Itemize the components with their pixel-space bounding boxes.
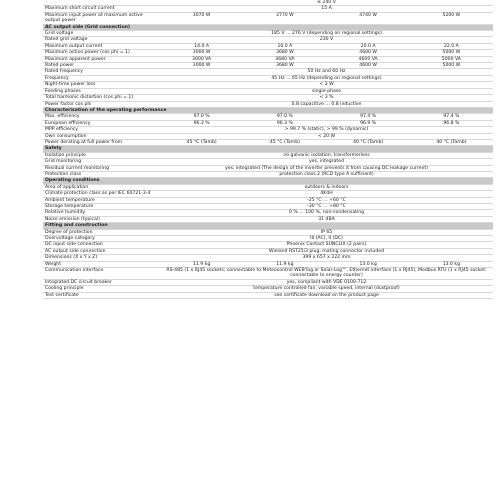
value-cell: 13.0 kg xyxy=(442,261,460,267)
row-label: Maximum input power at maximum active output power xyxy=(45,12,143,24)
row-label: Maximum output current xyxy=(45,43,103,49)
row-values xyxy=(160,268,493,279)
row-label: Own consumption xyxy=(45,133,87,139)
row-label: DC input side connection xyxy=(45,242,103,248)
value-cell: 4600 W xyxy=(359,63,377,69)
value-span: outdoors & indoors xyxy=(304,184,349,190)
value-span: yes, compliant with VDE 0100-712 xyxy=(286,279,367,285)
value-cell: 4600 VA xyxy=(358,56,378,62)
row-label: Feeding phases xyxy=(45,88,81,94)
row-label: Relative humidity xyxy=(45,210,86,216)
value-cell: 5200 W xyxy=(442,12,461,18)
row-label: Max. efficiency xyxy=(45,114,80,120)
row-label: Cooling principle xyxy=(45,286,84,292)
row-values xyxy=(160,236,493,241)
section-title: Operating conditions xyxy=(45,178,100,184)
row-values xyxy=(160,57,493,62)
row-values xyxy=(160,191,493,196)
value-cell: 3680 VA xyxy=(275,56,295,62)
row-values xyxy=(160,44,493,49)
value-span: ≤ 240 V xyxy=(317,0,336,5)
value-span: 45 Hz … 65 Hz (depending on regional settings) xyxy=(271,75,382,81)
row-values xyxy=(160,127,493,132)
value-span: 50 Hz and 60 Hz xyxy=(307,69,346,75)
row-values xyxy=(160,153,493,158)
value-cell: 3000 VA xyxy=(192,56,212,62)
value-cell: 3000 W xyxy=(192,63,211,69)
row-values xyxy=(160,76,493,81)
value-cell: 97.4 % xyxy=(443,114,460,120)
row-label: Dimensions (X x Y x Z) xyxy=(45,255,98,261)
row-values xyxy=(160,249,493,254)
row-values xyxy=(160,134,493,139)
row-values xyxy=(160,172,493,177)
table-row xyxy=(43,268,493,280)
row-values xyxy=(160,185,493,190)
section-title: AC output side (Grid connection) xyxy=(45,24,130,30)
value-span: no galvanic isolation, transformerless xyxy=(283,152,370,158)
value-span: RS-485 (1 x RJ45 sockets; connectable to Meteocontrol WEB'log or Solar-Log™, Ethernet interface (1 x RJ45), Modbus RTU (1 x RJ45 socket: connectable to energy counter) xyxy=(166,268,487,279)
value-cell: 20.0 A xyxy=(360,43,376,49)
row-label: Protection class xyxy=(45,171,82,177)
value-cell: 4740 W xyxy=(359,12,377,18)
row-label: AC output side connection xyxy=(45,248,106,254)
row-values xyxy=(160,159,493,164)
value-span: 4K4H xyxy=(320,191,333,197)
row-label: Grid voltage xyxy=(45,31,74,37)
row-label: Residual current monitoring xyxy=(45,165,109,171)
row-label: Communication interface xyxy=(45,268,104,274)
row-values xyxy=(160,242,493,247)
table-row xyxy=(43,293,493,299)
value-cell: 5000 W xyxy=(442,50,461,56)
row-values xyxy=(160,63,493,68)
row-label: Climate protection class as per IEC 60721-3-4 xyxy=(45,191,151,197)
value-cell: 96.8 % xyxy=(443,120,460,126)
value-cell: 11.9 kg xyxy=(192,261,211,267)
value-cell: 45 °C (Tamb) xyxy=(269,139,300,145)
datasheet-table xyxy=(43,0,493,299)
row-values xyxy=(160,6,493,11)
row-label: Total harmonic distortion (cos phi = 1) xyxy=(45,95,134,101)
row-label: Rated frequency xyxy=(45,69,83,75)
value-span: 185 V … 276 V (depending on regional settings) xyxy=(271,31,382,37)
value-cell: 3770 W xyxy=(276,12,294,18)
row-label: Maximum short circuit current xyxy=(45,6,115,12)
section-title: Fitting and construction xyxy=(45,223,108,229)
value-cell: 3680 W xyxy=(276,63,294,69)
row-values xyxy=(160,262,493,267)
row-values xyxy=(160,166,493,171)
value-span: Phoenix Contact SUNCLIX (2 pairs) xyxy=(286,242,367,248)
row-values xyxy=(160,121,493,126)
value-span: 399 x 657 x 222 mm xyxy=(302,255,351,261)
row-label: Ambient temperature xyxy=(45,197,95,203)
value-cell: 14.0 A xyxy=(194,43,210,49)
row-values xyxy=(160,0,493,5)
row-label: Overvoltage category xyxy=(45,236,95,242)
row-label: Degree of protection xyxy=(45,229,93,235)
section-title: Safety xyxy=(45,146,62,152)
row-label xyxy=(43,0,160,5)
value-cell: 40 °C (Tamb) xyxy=(353,139,384,145)
value-span: yes, integrated (The design of the inverter prevents it from causing DC leakage current) xyxy=(225,165,428,171)
row-label: Frequency xyxy=(45,75,69,81)
value-span: -30 °C … +80 °C xyxy=(307,204,346,209)
value-cell: 5000 W xyxy=(442,63,461,69)
row-label: Storage temperature xyxy=(45,204,94,209)
value-cell: 96.3 % xyxy=(276,120,293,126)
value-cell: 96.9 % xyxy=(360,120,377,126)
value-cell: 40 °C (Tamb) xyxy=(436,139,467,145)
value-cell: 45 °C (Tamb) xyxy=(186,139,217,145)
row-values xyxy=(160,13,493,24)
row-values xyxy=(160,140,493,145)
row-values xyxy=(160,255,493,260)
value-span: IP 65 xyxy=(320,229,333,235)
row-label: Power factor cos phi xyxy=(45,101,92,107)
row-label: Power derating at full power from xyxy=(45,139,123,145)
row-values xyxy=(160,280,493,285)
value-cell: 3070 W xyxy=(192,12,211,18)
value-cell: 11.9 kg xyxy=(276,261,294,267)
value-span: 0 % … 100 %, non-condensating xyxy=(288,210,365,216)
row-label: Area of application xyxy=(45,184,89,190)
row-label: Weight xyxy=(45,261,62,267)
value-span: single-phase xyxy=(311,88,342,94)
section-title: Characterisation of the operating performance xyxy=(45,107,167,113)
value-span: 230 V xyxy=(319,37,334,43)
value-span: see certificate download on the product page xyxy=(274,292,379,298)
value-cell: 97.4 % xyxy=(360,114,377,120)
row-values xyxy=(160,82,493,87)
value-span: protection class 2 (RCD type A sufficient) xyxy=(279,171,374,177)
row-values xyxy=(160,198,493,203)
value-cell: 97.0 % xyxy=(193,114,210,120)
value-cell: 3680 W xyxy=(276,50,294,56)
value-span: < 3 % xyxy=(319,95,334,101)
row-values xyxy=(160,217,493,222)
row-label: Integrated DC circuit breaker xyxy=(45,279,112,285)
value-span: -25 °C … +60 °C xyxy=(307,197,346,203)
row-values xyxy=(160,286,493,291)
table-row xyxy=(43,13,493,25)
value-cell: 4600 W xyxy=(359,50,377,56)
row-label: Maximum apparent power xyxy=(45,56,106,62)
value-span: Wieland RST25i3 plug, mating connector included xyxy=(269,248,384,254)
value-cell: 22.0 A xyxy=(443,43,459,49)
value-cell: 5000 VA xyxy=(441,56,461,62)
value-cell: 3000 W xyxy=(192,50,211,56)
row-values xyxy=(160,114,493,119)
row-label: Night-time power loss xyxy=(45,82,96,88)
row-values xyxy=(160,89,493,94)
row-values xyxy=(160,204,493,209)
row-values xyxy=(160,210,493,215)
row-label: Rated grid voltage xyxy=(45,37,88,43)
row-label: MPP efficiency xyxy=(45,127,79,133)
row-values xyxy=(160,102,493,107)
row-label: Noise emission (typical) xyxy=(45,216,100,222)
row-values xyxy=(160,230,493,235)
value-span: < 20 W xyxy=(317,133,336,139)
row-label: Maximum active power (cos phi = 1) xyxy=(45,50,130,56)
row-label: Rated power xyxy=(45,63,75,69)
value-span: 15 A xyxy=(321,6,332,12)
row-label: Test certificate xyxy=(45,292,79,298)
value-span: 31 dBA xyxy=(318,216,335,222)
row-values xyxy=(160,95,493,100)
row-values xyxy=(160,37,493,42)
row-values xyxy=(160,31,493,36)
row-values xyxy=(160,69,493,74)
value-cell: 97.0 % xyxy=(276,114,293,120)
value-span: < 3 W xyxy=(319,82,334,88)
row-values xyxy=(160,50,493,55)
value-cell: 13.0 kg xyxy=(359,261,377,267)
value-span: yes, integrated xyxy=(309,159,344,165)
value-span: 0.8 capacitive … 0.8 inductive xyxy=(291,101,362,107)
row-label: Grid monitoring xyxy=(45,159,82,165)
value-span: > 99.7 % (static), > 99 % (dynamic) xyxy=(284,127,369,133)
value-cell: 16.0 A xyxy=(277,43,293,49)
value-cell: 96.3 % xyxy=(193,120,210,126)
row-label: Isolation principle xyxy=(45,152,86,158)
row-label: European efficiency xyxy=(45,120,91,126)
row-values xyxy=(160,293,493,298)
value-span: III (AC), II (DC) xyxy=(310,236,343,242)
value-span: temperature controlled fan, variable speed, internal (dustproof) xyxy=(253,286,400,292)
